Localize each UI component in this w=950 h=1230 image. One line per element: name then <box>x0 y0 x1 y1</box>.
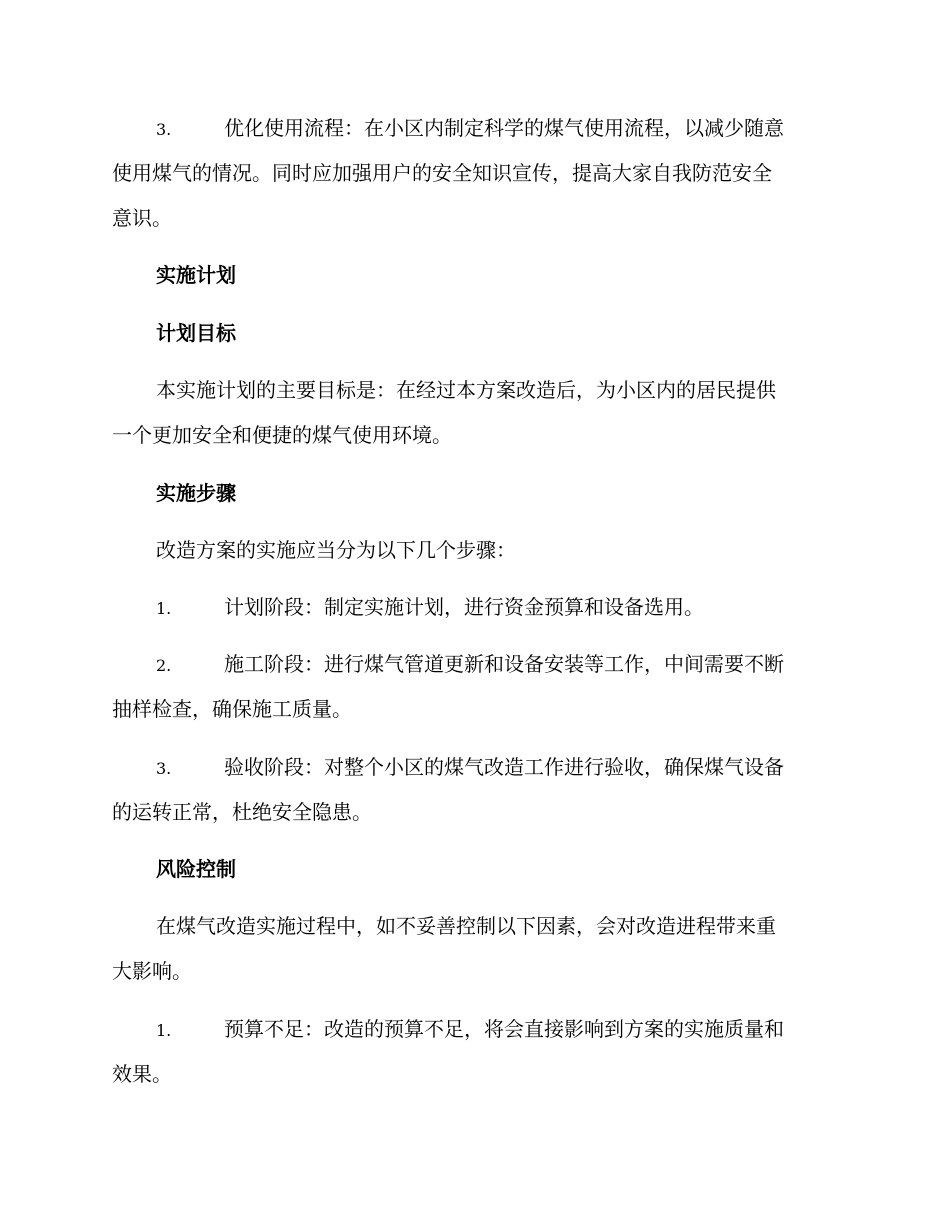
paragraph-line: 大影响。 <box>112 959 192 983</box>
list-item <box>112 106 837 241</box>
paragraph <box>112 368 837 458</box>
list-text: 验收阶段：对整个小区的煤气改造工作进行验收，确保煤气设备 <box>224 755 784 779</box>
list-number: 3. <box>156 759 172 778</box>
paragraph-line: 在煤气改造实施过程中，如不妥善控制以下因素，会对改造进程带来重 <box>156 914 776 938</box>
list-text: 计划阶段：制定实施计划，进行资金预算和设备选用。 <box>224 595 704 619</box>
list-text-continuation: 的运转正常，杜绝安全隐患。 <box>112 800 372 824</box>
heading-text: 计划目标 <box>156 321 236 345</box>
heading-text: 风险控制 <box>156 857 236 881</box>
list-text-continuation: 意识。 <box>112 206 172 230</box>
paragraph-line: 改造方案的实施应当分为以下几个步骤： <box>156 538 516 562</box>
list-number: 2. <box>156 656 172 675</box>
section-heading <box>112 311 837 356</box>
list-text-continuation: 使用煤气的情况。同时应加强用户的安全知识宣传，提高大家自我防范安全 <box>112 161 772 185</box>
section-heading <box>112 847 837 892</box>
paragraph <box>112 528 837 573</box>
list-text: 施工阶段：进行煤气管道更新和设备安装等工作，中间需要不断 <box>224 652 784 676</box>
heading-text: 实施步骤 <box>156 481 236 505</box>
list-text-continuation: 效果。 <box>112 1062 172 1086</box>
list-number: 1. <box>156 1021 172 1040</box>
section-heading <box>112 471 837 516</box>
paragraph-line: 一个更加安全和便捷的煤气使用环境。 <box>112 423 452 447</box>
section-heading <box>112 253 837 298</box>
list-text-continuation: 抽样检查，确保施工质量。 <box>112 697 352 721</box>
list-item <box>112 642 837 732</box>
list-item <box>112 585 837 630</box>
list-number: 1. <box>156 599 172 618</box>
list-text: 预算不足：改造的预算不足，将会直接影响到方案的实施质量和 <box>224 1017 784 1041</box>
list-text: 优化使用流程：在小区内制定科学的煤气使用流程，以减少随意 <box>224 116 784 140</box>
list-number: 3. <box>156 120 172 139</box>
heading-text: 实施计划 <box>156 263 236 287</box>
paragraph-line: 本实施计划的主要目标是：在经过本方案改造后，为小区内的居民提供 <box>156 378 776 402</box>
paragraph <box>112 904 837 994</box>
list-item <box>112 745 837 835</box>
list-item <box>112 1007 837 1097</box>
